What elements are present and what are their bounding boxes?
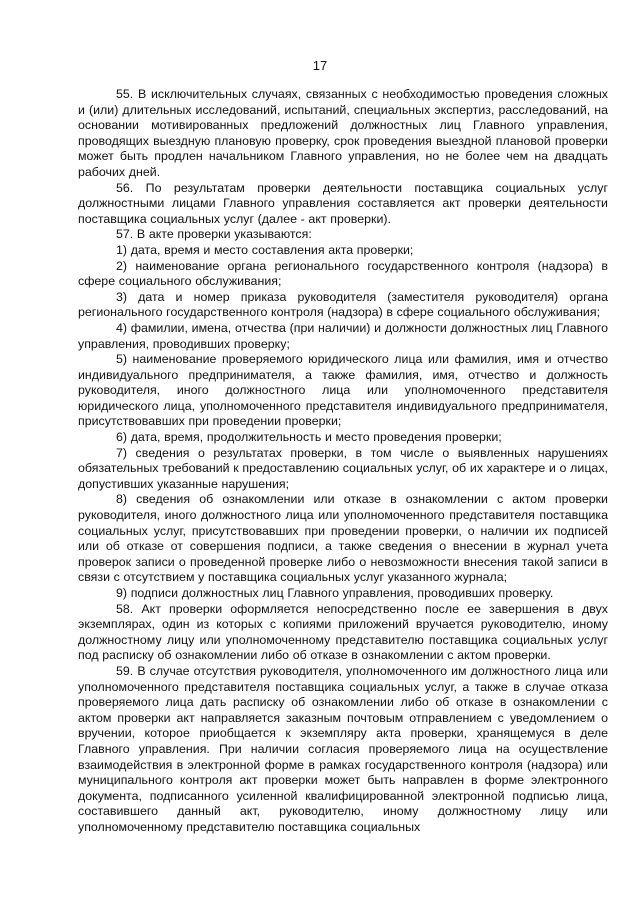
list-item-9: 9) подписи должностных лиц Главного управления, проводивших проверку. xyxy=(116,586,554,600)
paragraph-55: 55. В исключительных случаях, связанных с необходимостью проведения сложных и (или) длительных исследований, испытаний, специальных экспертиз, расследований, на основании мотивированных предложений должностных лиц Главного управления, проводящих выездную плановую проверку, срок проведения выездной плановой проверки может быть продлен начальником Главного управления, но не более чем на двадцать рабочих дней. xyxy=(78,87,608,179)
page-number: 17 xyxy=(312,58,328,73)
list-item-8: 8) сведения об ознакомлении или отказе в ознакомлении с актом проверки руководителя, иного должностного лица или уполномоченного представителя поставщика социальных услуг, присутствовавших при проведении проверки, о наличии их подписей или об отказе от совершения подписи, а также сведения о внесении в журнал учета проверок записи о проведенной проверке либо о невозможности внесения такой записи в связи с отсутствием у поставщика социальных услуг указанного журнала; xyxy=(78,492,608,585)
paragraph-57: 57. В акте проверки указываются: xyxy=(116,227,312,242)
list-item-2: 2) наименование органа регионального государственного контроля (надзора) в сфере социального обслуживания; xyxy=(78,258,608,289)
list-item-6: 6) дата, время, продолжительность и место проведения проверки; xyxy=(116,430,502,445)
list-item-3: 3) дата и номер приказа руководителя (заместителя руководителя) органа регионального государственного контроля (надзора) в сфере социального обслуживания; xyxy=(78,289,608,320)
paragraph-56: 56. По результатам проверки деятельности поставщика социальных услуг должностными лицами Главного управления составляется акт проверки деятельности поставщика социальных услуг (далее - акт проверки). xyxy=(78,180,608,226)
list-item-7: 7) сведения о результатах проверки, в том числе о выявленных нарушениях обязательных требований к предоставлению социальных услуг, об их характере и о лицах, допустивших указанные нарушения; xyxy=(78,445,608,491)
paragraph-58: 58. Акт проверки оформляется непосредственно после ее завершения в двух экземплярах, один из которых с копиями приложений вручается руководителю, иному должностному лицу или уполномоченному представителю поставщика социальных услуг под расписку об ознакомлении либо об отказе в ознакомлении с актом проверки. xyxy=(78,601,608,663)
paragraph-59: 59. В случае отсутствия руководителя, уполномоченного им должностного лица или уполномоченного представителя поставщика социальных услуг, а также в случае отказа проверяемого лица дать расписку об ознакомлении либо об отказе в ознакомлении с актом проверки акт направляется заказным почтовым отправлением с уведомлением о вручении, которое приобщается к экземпляру акта проверки, хранящемуся в деле Главного управления. При наличии согласия проверяемого лица на осуществление взаимодействия в электронной форме в рамках государственного контроля (надзора) или муниципального контроля акт проверки может быть направлен в форме электронного документа, подписанного усиленной квалифицированной электронной подписью лица, составившего данный акт, руководителю, иному должностному лицу или уполномоченному представителю поставщика социальных xyxy=(78,663,608,834)
list-item-1: 1) дата, время и место составления акта проверки; xyxy=(116,242,414,257)
list-item-5: 5) наименование проверяемого юридического лица или фамилия, имя и отчество индивидуального предпринимателя, а также фамилия, имя, отчество и должность руководителя, иного должностного лица или уполномоченного представителя юридического лица, уполномоченного представителя индивидуального предпринимателя, присутствовавших при проведении проверки; xyxy=(78,352,608,429)
document-body xyxy=(78,87,608,836)
list-item-4: 4) фамилии, имена, отчества (при наличии) и должности должностных лиц Главного управления, проводивших проверку; xyxy=(78,320,608,351)
